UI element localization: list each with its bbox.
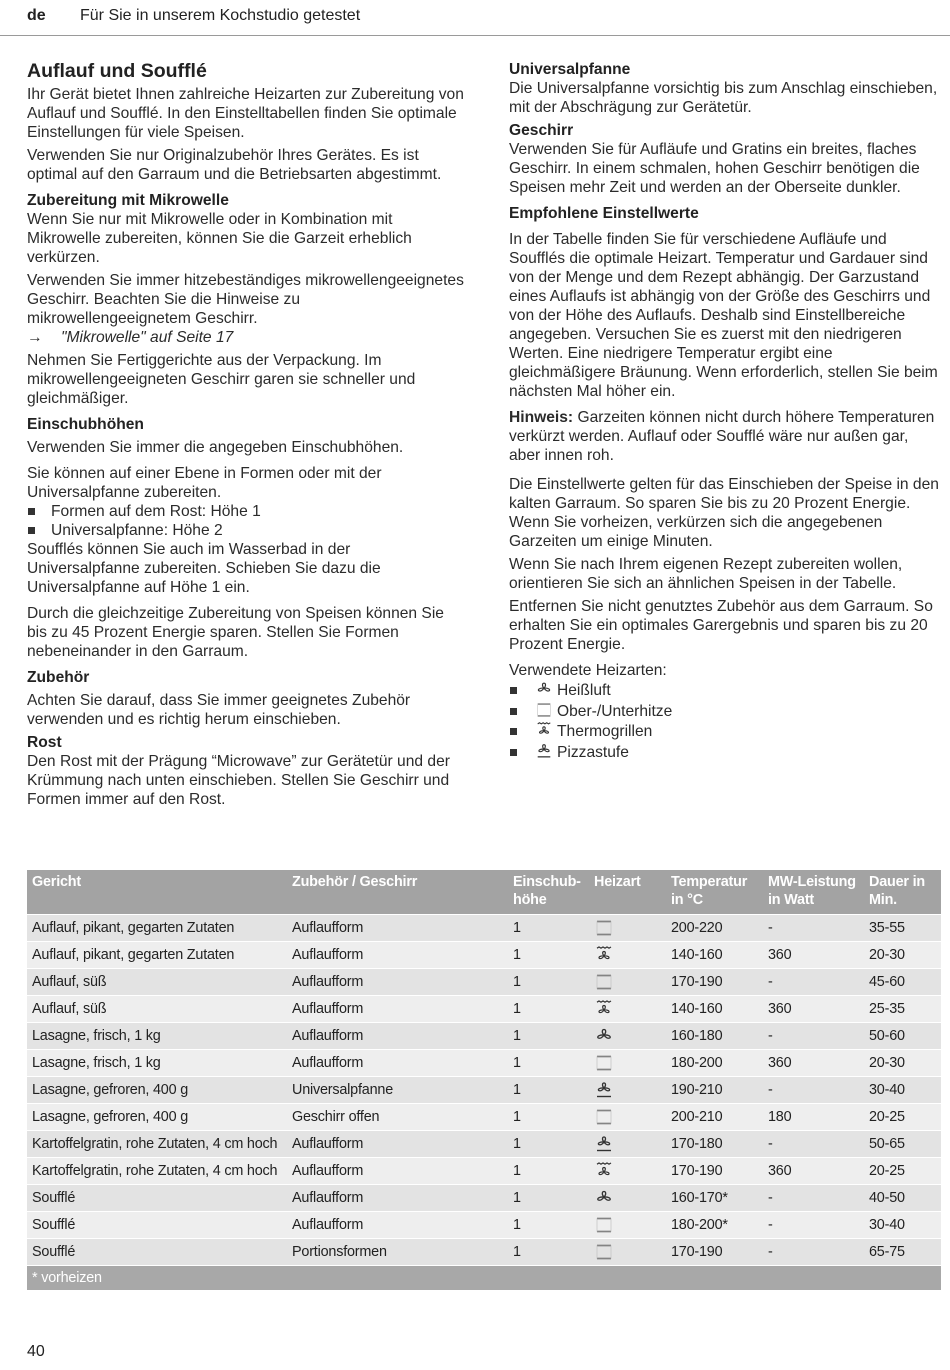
note-paragraph (509, 408, 941, 465)
cell-level: 1 (508, 996, 589, 1023)
top-bottom-heat-icon (594, 918, 614, 938)
cell-mw-power: 360 (763, 1158, 864, 1185)
table-row (27, 942, 941, 969)
intro-paragraph-1: Ihr Gerät bietet Ihnen zahlreiche Heizarten zur Zubereitung von Auflauf und Soufflé. In den Einstelltabellen finden Sie optimale Einstellungen für viele Speisen. (27, 86, 464, 141)
cell-dish: Kartoffelgratin, rohe Zutaten, 4 cm hoch (27, 1131, 287, 1158)
cell-duration: 20-30 (864, 942, 941, 969)
heating-methods-intro: Verwendete Heizarten: (509, 662, 667, 679)
cell-level: 1 (508, 1131, 589, 1158)
cell-temperature: 190-210 (666, 1077, 763, 1104)
col-header-dish: Gericht (27, 870, 287, 915)
cell-level: 1 (508, 969, 589, 996)
col-header-level: Einschub- höhe (508, 870, 589, 915)
wire-rack-heading: Rost (27, 734, 62, 751)
cell-temperature: 200-220 (666, 915, 763, 942)
cell-accessory: Auflaufform (287, 1023, 508, 1050)
page-number: 40 (27, 1343, 45, 1360)
col-header-temperature: Temperatur in °C (666, 870, 763, 915)
cell-accessory: Auflaufform (287, 996, 508, 1023)
cell-mw-power: - (763, 1077, 864, 1104)
cell-heat (589, 1050, 666, 1077)
top-bottom-heat-icon (594, 1107, 614, 1127)
cell-duration: 50-65 (864, 1131, 941, 1158)
col-header-duration: Dauer in Min. (864, 870, 941, 915)
shelf-levels-paragraph-3: Soufflés können Sie auch im Wasserbad in der Universalpfanne zubereiten. Schieben Sie dazu die Universalpfanne auf Höhe 1 ein. (27, 541, 381, 596)
shelf-levels-paragraph-1: Verwenden Sie immer die angegeben Einschubhöhen. (27, 439, 404, 456)
cell-mw-power: 360 (763, 996, 864, 1023)
cell-accessory: Auflaufform (287, 942, 508, 969)
cell-mw-power: - (763, 915, 864, 942)
accessories-heading: Zubehör (27, 669, 90, 686)
cell-accessory: Portionsformen (287, 1239, 508, 1266)
cell-temperature: 140-160 (666, 996, 763, 1023)
microwave-page-link[interactable]: "Mikrowelle" auf Seite 17 (61, 329, 234, 346)
recommended-settings-heading: Empfohlene Einstellwerte (509, 205, 699, 222)
cell-temperature: 170-190 (666, 1158, 763, 1185)
footnote: * vorheizen (27, 1266, 941, 1291)
cell-mw-power: - (763, 1131, 864, 1158)
shelf-levels-paragraph-2: Sie können auf einer Ebene in Formen oder mit der Universalpfanne zubereiten. (27, 465, 382, 501)
microwave-crossref[interactable] (27, 328, 467, 347)
cell-temperature: 160-180 (666, 1023, 763, 1050)
col-header-mw-power: MW-Leistung in Watt (763, 870, 864, 915)
top-bottom-heat-icon (533, 701, 555, 719)
table-row (27, 1239, 941, 1266)
shelf-levels-paragraph-4: Durch die gleichzeitige Zubereitung von Speisen können Sie bis zu 45 Prozent Energie sparen. Stellen Sie Formen nebeneinander in den Garraum. (27, 605, 444, 660)
cell-duration: 20-30 (864, 1050, 941, 1077)
cell-heat (589, 915, 666, 942)
cell-duration: 50-60 (864, 1023, 941, 1050)
cell-dish: Soufflé (27, 1212, 287, 1239)
cell-heat (589, 996, 666, 1023)
list-item: Universalpfanne: Höhe 2 (27, 521, 467, 540)
cookware-paragraph: Verwenden Sie für Aufläufe und Gratins ein breites, flaches Geschirr. In einem schmalen, hohen Geschirr benötigen die Speisen mehr Zeit und werden an der Oberseite dunkler. (509, 141, 920, 196)
table-row (27, 1131, 941, 1158)
cell-heat (589, 1185, 666, 1212)
left-column (27, 60, 467, 809)
cell-duration: 35-55 (864, 915, 941, 942)
heating-method-item (509, 721, 941, 742)
cell-temperature: 180-200* (666, 1212, 763, 1239)
table-row (27, 1104, 941, 1131)
cell-level: 1 (508, 1023, 589, 1050)
cell-temperature: 170-190 (666, 969, 763, 996)
table-row (27, 1077, 941, 1104)
settings-table (27, 870, 941, 1290)
cookware-heading: Geschirr (509, 122, 574, 139)
cell-heat (589, 1212, 666, 1239)
cell-duration: 30-40 (864, 1212, 941, 1239)
cell-mw-power: 360 (763, 1050, 864, 1077)
cell-level: 1 (508, 1104, 589, 1131)
table-header-row (27, 870, 941, 915)
cell-dish: Auflauf, süß (27, 996, 287, 1023)
cell-level: 1 (508, 1050, 589, 1077)
cell-duration: 45-60 (864, 969, 941, 996)
top-bottom-heat-icon (594, 972, 614, 992)
language-code: de (27, 7, 46, 24)
cell-accessory: Auflaufform (287, 1158, 508, 1185)
hotair-icon (594, 1188, 614, 1208)
cell-accessory: Auflaufform (287, 969, 508, 996)
accessories-paragraph: Achten Sie darauf, dass Sie immer geeignetes Zubehör verwenden und es richtig herum einschieben. (27, 692, 411, 728)
cell-accessory: Auflaufform (287, 1212, 508, 1239)
cell-dish: Lasagne, frisch, 1 kg (27, 1050, 287, 1077)
cell-temperature: 170-190 (666, 1239, 763, 1266)
cell-heat (589, 1239, 666, 1266)
cell-mw-power: 360 (763, 942, 864, 969)
cell-mw-power: 180 (763, 1104, 864, 1131)
cell-level: 1 (508, 1158, 589, 1185)
top-bottom-heat-icon (594, 1215, 614, 1235)
heating-method-item (509, 680, 941, 701)
cell-heat (589, 969, 666, 996)
microwave-heading: Zubereitung mit Mikrowelle (27, 192, 229, 209)
cell-mw-power: - (763, 969, 864, 996)
heating-method-label: Heißluft (557, 682, 611, 699)
heating-method-item (509, 701, 941, 722)
top-bottom-heat-icon (594, 1242, 614, 1262)
note-text: Garzeiten können nicht durch höhere Temperaturen verkürzt werden. Auflauf oder Soufflé wäre nur außen gar, aber innen roh. (509, 409, 935, 464)
microwave-paragraph-2: Verwenden Sie immer hitzebeständiges mikrowellengeeignetes Geschirr. Beachten Sie die Hinweise zu mikrowellengeeignetem Geschirr. (27, 272, 464, 327)
arrow-right-icon: → (27, 329, 43, 346)
cell-dish: Kartoffelgratin, rohe Zutaten, 4 cm hoch (27, 1158, 287, 1185)
cell-duration: 65-75 (864, 1239, 941, 1266)
table-row (27, 915, 941, 942)
cell-temperature: 200-210 (666, 1104, 763, 1131)
cell-accessory: Geschirr offen (287, 1104, 508, 1131)
list-item: Formen auf dem Rost: Höhe 1 (27, 502, 467, 521)
table-row (27, 1023, 941, 1050)
wire-rack-paragraph: Den Rost mit der Prägung “Microwave” zur Gerätetür und der Krümmung nach unten einschieben. Stellen Sie Geschirr und Formen immer auf den Rost. (27, 753, 450, 808)
section-title: Auflauf und Soufflé (27, 60, 207, 82)
cell-duration: 20-25 (864, 1104, 941, 1131)
cell-accessory: Auflaufform (287, 1131, 508, 1158)
cell-level: 1 (508, 942, 589, 969)
top-bottom-heat-icon (594, 1053, 614, 1073)
cell-mw-power: - (763, 1212, 864, 1239)
cell-heat (589, 942, 666, 969)
cell-accessory: Auflaufform (287, 1185, 508, 1212)
table-row (27, 1050, 941, 1077)
cell-mw-power: - (763, 1023, 864, 1050)
right-column (509, 60, 941, 762)
cell-heat (589, 1077, 666, 1104)
cell-duration: 20-25 (864, 1158, 941, 1185)
cell-mw-power: - (763, 1185, 864, 1212)
cell-temperature: 180-200 (666, 1050, 763, 1077)
cell-temperature: 160-170* (666, 1185, 763, 1212)
cell-accessory: Universalpfanne (287, 1077, 508, 1104)
cell-heat (589, 1023, 666, 1050)
cell-temperature: 170-180 (666, 1131, 763, 1158)
cell-dish: Lasagne, gefroren, 400 g (27, 1077, 287, 1104)
table-row (27, 969, 941, 996)
heating-method-label: Pizzastufe (557, 743, 629, 761)
header-divider (0, 35, 950, 36)
table-row (27, 1185, 941, 1212)
cell-duration: 25-35 (864, 996, 941, 1023)
col-header-accessory: Zubehör / Geschirr (287, 870, 508, 915)
heating-method-label: Thermogrillen (557, 723, 653, 740)
recommended-settings-paragraph-4: Entfernen Sie nicht genutztes Zubehör aus dem Garraum. So erhalten Sie ein optimales Garergebnis und sparen bis zu 20 Prozent Energie. (509, 598, 933, 653)
cell-dish: Auflauf, pikant, gegarten Zutaten (27, 915, 287, 942)
pizza-setting-icon (594, 1080, 614, 1100)
thermogrill-icon (594, 999, 614, 1019)
cell-dish: Soufflé (27, 1185, 287, 1212)
heating-methods-list (509, 680, 941, 762)
cell-level: 1 (508, 1212, 589, 1239)
cell-accessory: Auflaufform (287, 1050, 508, 1077)
cell-temperature: 140-160 (666, 942, 763, 969)
microwave-paragraph-3: Nehmen Sie Fertiggerichte aus der Verpackung. Im mikrowellengeeigneten Geschirr garen sie schneller und gleichmäßiger. (27, 352, 416, 407)
thermogrill-icon (594, 945, 614, 965)
note-label: Hinweis: (509, 409, 574, 426)
recommended-settings-paragraph-1: In der Tabelle finden Sie für verschiedene Aufläufe und Soufflés die optimale Heizart. Temperatur und Gardauer sind von der Menge und dem Rezept abhängig. Der Garzustand eines Auflaufs ist abhängig von der Größe des Geschirrs und von der Höhe des Auflaufs. Deshalb sind Einstellbereiche angegeben. Versuchen Sie es zuerst mit den niedrigeren Werten. Eine niedrigere Temperatur ergibt eine gleichmäßigere Bräunung. Wenn erforderlich, stellen Sie beim nächsten Mal höher ein. (509, 231, 938, 400)
table-row (27, 996, 941, 1023)
hotair-icon (533, 680, 555, 698)
recommended-settings-paragraph-2: Die Einstellwerte gelten für das Einschieben der Speise in den kalten Garraum. So sparen Sie bis zu 20 Prozent Energie. Wenn Sie vorheizen, verkürzen sich die angegebenen Garzeiten um einige Minuten. (509, 476, 939, 550)
cell-level: 1 (508, 1239, 589, 1266)
cell-heat (589, 1104, 666, 1131)
cell-mw-power: - (763, 1239, 864, 1266)
universal-pan-heading: Universalpfanne (509, 61, 631, 78)
header-title: Für Sie in unserem Kochstudio getestet (80, 7, 361, 24)
table-footnote-row (27, 1266, 941, 1291)
pizza-setting-icon (594, 1134, 614, 1154)
shelf-levels-heading: Einschubhöhen (27, 416, 144, 433)
cell-level: 1 (508, 1185, 589, 1212)
col-header-heat: Heizart (589, 870, 666, 915)
cell-dish: Auflauf, pikant, gegarten Zutaten (27, 942, 287, 969)
cell-duration: 40-50 (864, 1185, 941, 1212)
table-row (27, 1212, 941, 1239)
heating-method-item (509, 742, 941, 763)
microwave-paragraph-1: Wenn Sie nur mit Mikrowelle oder in Kombination mit Mikrowelle zubereiten, können Sie die Garzeit erheblich verkürzen. (27, 211, 412, 266)
cell-dish: Auflauf, süß (27, 969, 287, 996)
cell-heat (589, 1158, 666, 1185)
thermogrill-icon (533, 721, 555, 739)
heating-method-label: Ober-/Unterhitze (557, 702, 673, 720)
universal-pan-paragraph: Die Universalpfanne vorsichtig bis zum Anschlag einschieben, mit der Abschrägung zur Gerätetür. (509, 80, 938, 116)
cell-accessory: Auflaufform (287, 915, 508, 942)
cell-duration: 30-40 (864, 1077, 941, 1104)
cell-dish: Lasagne, frisch, 1 kg (27, 1023, 287, 1050)
cell-dish: Soufflé (27, 1239, 287, 1266)
cell-level: 1 (508, 915, 589, 942)
thermogrill-icon (594, 1161, 614, 1181)
table-row (27, 1158, 941, 1185)
cell-heat (589, 1131, 666, 1158)
cell-level: 1 (508, 1077, 589, 1104)
recommended-settings-paragraph-3: Wenn Sie nach Ihrem eigenen Rezept zubereiten wollen, orientieren Sie sich an ähnlichen Speisen in der Tabelle. (509, 556, 903, 592)
intro-paragraph-2: Verwenden Sie nur Originalzubehör Ihres Gerätes. Es ist optimal auf den Garraum und die Betriebsarten abgestimmt. (27, 147, 442, 183)
hotair-icon (594, 1026, 614, 1046)
shelf-levels-list (27, 502, 467, 540)
cell-dish: Lasagne, gefroren, 400 g (27, 1104, 287, 1131)
running-header (27, 7, 360, 25)
pizza-setting-icon (533, 742, 555, 760)
